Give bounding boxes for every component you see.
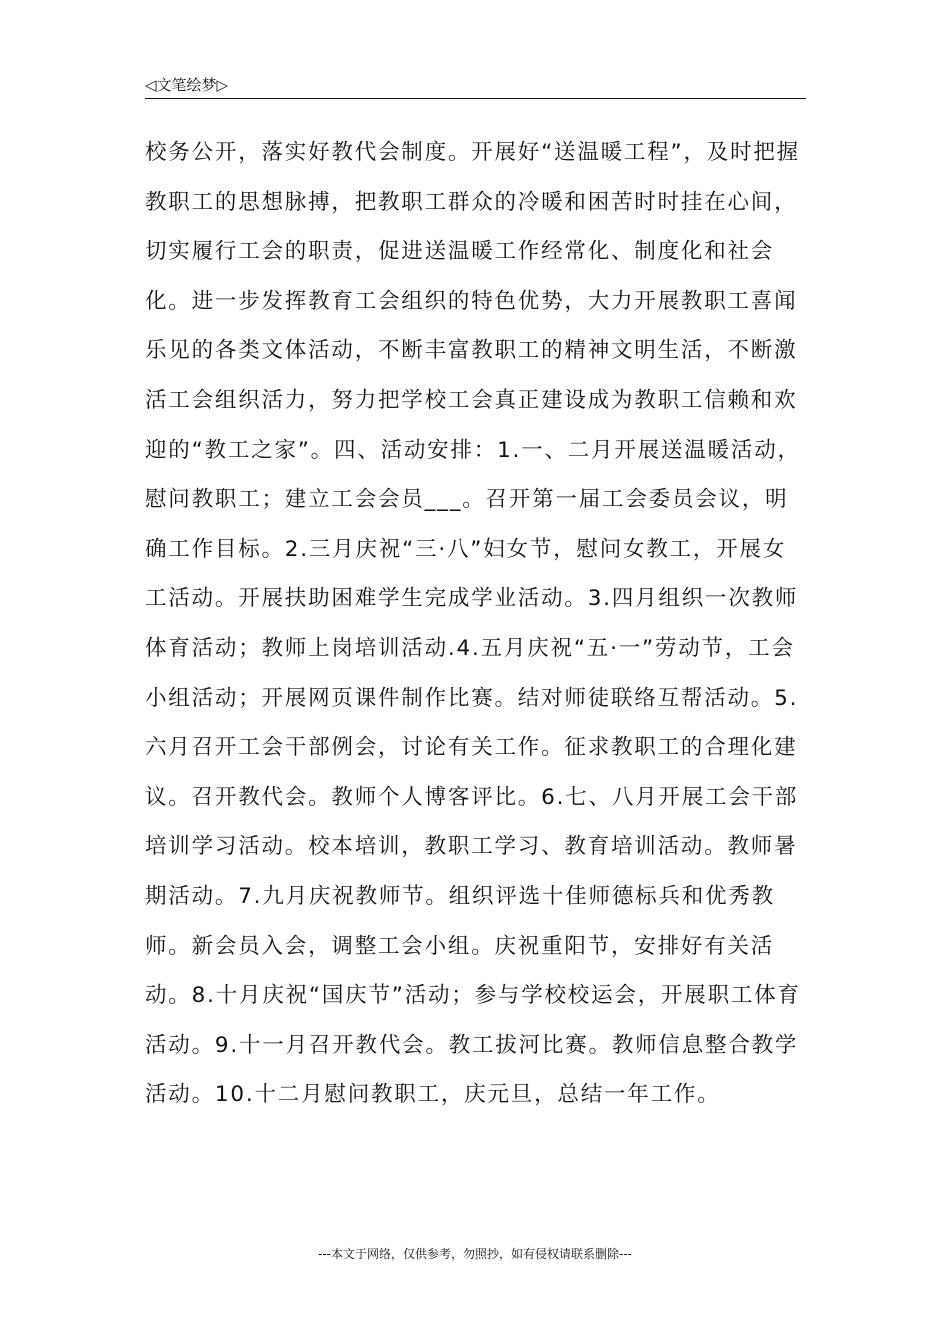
page-header [145,72,806,99]
header-title: ◁文笔绘梦▷ [145,76,229,94]
body-paragraph: 校务公开，落实好教代会制度。开展好“送温暖工程”，及时把握教职工的思想脉搏，把教职工群众的冷暖和困苦时时挂在心间，切实履行工会的职责，促进送温暖工作经常化、制度化和社会化。进一步发挥教育工会组织的特色优势，大力开展教职工喜闻乐见的各类文体活动，不断丰富教职工的精神文明生活，不断激活工会组织活力，努力把学校工会真正建设成为教职工信赖和欢迎的“教工之家”。四、活动安排：1.一、二月开展送温暖活动，慰问教职工；建立工会会员___。召开第一届工会委员会议，明确工作目标。2.三月庆祝“三·八”妇女节，慰问女教工，开展女工活动。开展扶助困难学生完成学业活动。3.四月组织一次教师体育活动；教师上岗培训活动.4.五月庆祝“五·一”劳动节，工会小组活动；开展网页课件制作比赛。结对师徒联络互帮活动。5.六月召开工会干部例会，讨论有关工作。征求教职工的合理化建议。召开教代会。教师个人博客评比。6.七、八月开展工会干部培训学习活动。校本培训，教职工学习、教育培训活动。教师暑期活动。7.九月庆祝教师节。组织评选十佳师德标兵和优秀教师。新会员入会，调整工会小组。庆祝重阳节，安排好有关活动。8.十月庆祝“国庆节”活动；参与学校校运会，开展职工体育活动。9.十一月召开教代会。教工拔河比赛。教师信息整合教学活动。10.十二月慰问教职工，庆元旦，总结一年工作。 [145,140,801,1108]
footer-notice: ---本文于网络，仅供参考，勿照抄，如有侵权请联系删除--- [318,1247,632,1261]
